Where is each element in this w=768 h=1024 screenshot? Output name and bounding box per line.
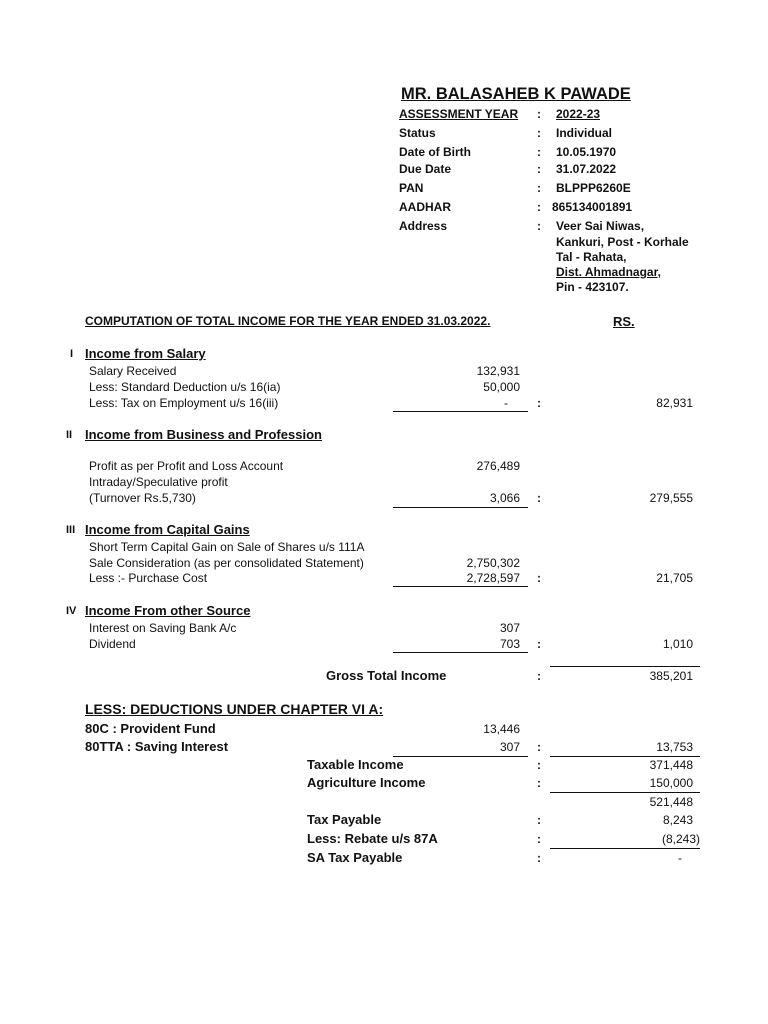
section-title-business: Income from Business and Profession [85,427,322,442]
section-number: III [66,524,76,536]
tax-payable-label: Tax Payable [307,812,382,827]
address-line-2: Kankuri, Post - Korhale [556,235,689,249]
aadhar-value: 865134001891 [552,200,633,214]
colon: : [537,637,541,651]
combined-income-value: 521,448 [649,795,693,809]
pan-label: PAN [399,181,424,195]
subtotal-rule [393,652,528,653]
row-label: Dividend [89,637,136,651]
row-amount: 276,489 [476,459,520,473]
address-label: Address [399,219,448,233]
total-rule [550,756,700,757]
colon: : [537,776,541,790]
tax-payable-value: 8,243 [662,813,693,827]
dob-label: Date of Birth [399,145,471,159]
computation-title: COMPUTATION OF TOTAL INCOME FOR THE YEAR ENDED 31.03.2022. [85,314,491,328]
colon: : [537,200,541,214]
due-date-label: Due Date [399,162,452,176]
colon: : [537,396,541,410]
subtotal-rule [393,586,528,587]
subtotal-rule [393,507,528,508]
deduction-amount: 307 [499,740,520,754]
colon: : [537,107,541,121]
row-amount: 2,728,597 [466,571,520,585]
currency-label: RS. [613,314,635,329]
total-rule [550,792,700,793]
section-title-capital-gains: Income from Capital Gains [85,522,250,537]
deduction-amount: 13,446 [483,722,520,736]
colon: : [537,669,541,683]
address-line-4: Dist. Ahmadnagar, [556,265,661,279]
row-label: Intraday/Speculative profit [89,475,228,489]
row-label: (Turnover Rs.5,730) [89,491,196,505]
colon: : [537,758,541,772]
colon: : [537,571,541,585]
subtotal-rule [393,411,528,412]
row-amount: 307 [499,621,520,635]
row-amount: - [504,396,508,410]
row-label: Short Term Capital Gain on Sale of Shares u/s 111A [89,540,365,554]
sa-tax-payable-label: SA Tax Payable [307,850,403,865]
gross-total-label: Gross Total Income [326,668,447,683]
row-label: Less :- Purchase Cost [89,571,208,585]
status-label: Status [399,126,436,140]
row-label: Less: Standard Deduction u/s 16(ia) [89,380,281,394]
row-label: Sale Consideration (as per consolidated Statement) [89,556,364,570]
colon: : [537,126,541,140]
row-label: Salary Received [89,364,177,378]
assessment-year-label: ASSESSMENT YEAR [399,107,519,121]
colon: : [537,813,541,827]
colon: : [537,162,541,176]
sa-tax-payable-value: - [678,851,682,865]
dob-value: 10.05.1970 [556,145,617,159]
address-line-5: Pin - 423107. [556,280,629,294]
status-value: Individual [556,126,613,140]
gross-rule [550,666,700,667]
agriculture-income-value: 150,000 [649,776,693,790]
row-amount: 2,750,302 [466,556,520,570]
section-number: I [70,348,74,360]
taxable-income-value: 371,448 [649,758,693,772]
section-number: II [66,429,73,441]
deduction-label: 80C : Provident Fund [85,721,216,736]
taxable-income-label: Taxable Income [307,757,404,772]
colon: : [537,491,541,505]
section-title-other-source: Income From other Source [85,603,251,618]
colon: : [537,219,541,233]
rebate-value: (8,243) [661,832,700,846]
row-amount: 50,000 [483,380,520,394]
total-rule [550,848,700,849]
agriculture-income-label: Agriculture Income [307,775,426,790]
colon: : [537,145,541,159]
row-label: Profit as per Profit and Loss Account [89,459,284,473]
pan-value: BLPPP6260E [556,181,631,195]
assessment-year-value: 2022-23 [556,107,601,121]
deduction-label: 80TTA : Saving Interest [85,739,229,754]
row-label: Interest on Saving Bank A/c [89,621,237,635]
row-amount: 132,931 [476,364,520,378]
section-title-salary: Income from Salary [85,346,206,361]
deductions-title: LESS: DEDUCTIONS UNDER CHAPTER VI A: [85,701,384,717]
due-date-value: 31.07.2022 [556,162,617,176]
colon: : [537,740,541,754]
colon: : [537,851,541,865]
deductions-total: 13,753 [656,740,693,754]
section-total: 21,705 [656,571,693,585]
row-label: Less: Tax on Employment u/s 16(iii) [89,396,279,410]
section-total: 279,555 [649,491,693,505]
rebate-label: Less: Rebate u/s 87A [307,831,438,846]
aadhar-label: AADHAR [399,200,451,214]
colon: : [537,832,541,846]
address-line-3: Tal - Rahata, [556,250,627,264]
colon: : [537,181,541,195]
taxpayer-name: MR. BALASAHEB K PAWADE [401,85,631,103]
section-number: IV [66,605,77,617]
section-total: 82,931 [656,396,693,410]
row-amount: 3,066 [489,491,520,505]
row-amount: 703 [499,637,520,651]
subtotal-rule [393,756,528,757]
gross-total-value: 385,201 [649,669,693,683]
section-total: 1,010 [662,637,693,651]
address-line-1: Veer Sai Niwas, [556,219,645,233]
